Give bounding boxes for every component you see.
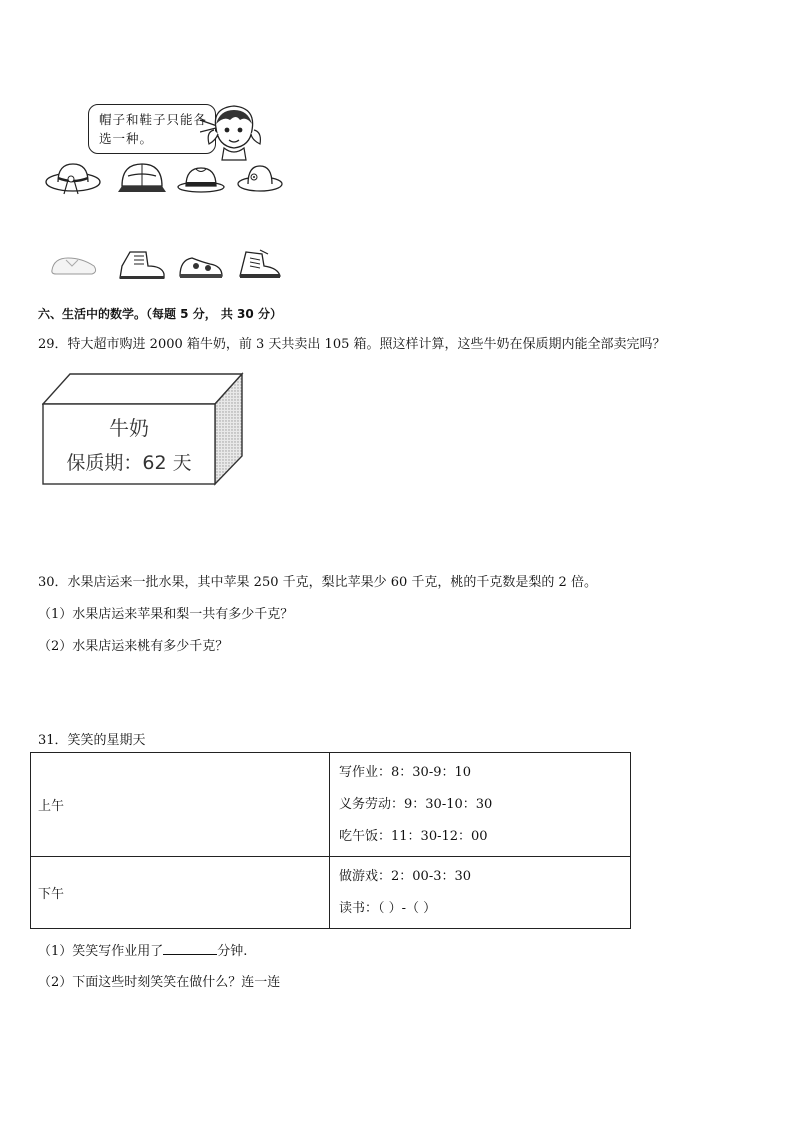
milk-box-label: 牛奶 bbox=[109, 416, 149, 440]
period-afternoon: 下午 bbox=[31, 857, 330, 929]
table-row bbox=[31, 857, 631, 929]
question-30-sub1: （1）水果店运来苹果和梨一共有多少千克？ bbox=[38, 607, 294, 622]
afternoon-activities bbox=[330, 857, 631, 929]
question-29: 29．特大超市购进 2000 箱牛奶，前 3 天共卖出 105 箱。照这样计算，这些牛奶在保质期内能全部卖完吗？ bbox=[38, 337, 666, 352]
section-title: 六、生活中的数学。（每题 5 分， 共 30 分） bbox=[38, 307, 282, 321]
schedule-table bbox=[30, 752, 631, 929]
flower-hat-icon bbox=[236, 160, 284, 198]
question-31-title: 31．笑笑的星期天 bbox=[38, 733, 146, 748]
fedora-icon bbox=[176, 160, 226, 198]
period-morning: 上午 bbox=[31, 753, 330, 857]
high-top-sneaker-icon bbox=[236, 248, 284, 282]
sun-hat-icon bbox=[44, 160, 102, 198]
activity-item: 写作业：8：30-9：10 bbox=[339, 764, 472, 780]
shelf-life-label: 保质期：62 天 bbox=[66, 452, 192, 474]
sneaker-icon bbox=[176, 248, 226, 282]
table-row bbox=[31, 753, 631, 857]
activity-item: 义务劳动：9：30-10：30 bbox=[339, 796, 493, 812]
activity-item: 读书：（ ）-（ ） bbox=[339, 900, 437, 916]
speech-bubble-text: 帽子和鞋子只能各选一种。 bbox=[99, 112, 208, 146]
cap-icon bbox=[116, 160, 168, 198]
morning-activities bbox=[330, 753, 631, 857]
activity-item: 做游戏：2：00-3：30 bbox=[339, 868, 472, 884]
girl-icon bbox=[206, 100, 264, 162]
question-31-sub2: （2）下面这些时刻笑笑在做什么？连一连 bbox=[38, 975, 281, 990]
question-31-sub1-prefix: （1）笑笑写作业用了 bbox=[38, 944, 164, 959]
question-31-sub1-suffix: 分钟. bbox=[217, 944, 248, 959]
question-30-sub2: （2）水果店运来桃有多少千克？ bbox=[38, 639, 229, 654]
slipper-icon bbox=[48, 248, 100, 280]
question-30: 30．水果店运来一批水果，其中苹果 250 千克，梨比苹果少 60 千克，桃的千克数是梨的 2 倍。 bbox=[38, 575, 597, 590]
boot-icon bbox=[116, 248, 166, 282]
question-31-sub1 bbox=[38, 940, 247, 959]
activity-item: 吃午饭：11：30-12：00 bbox=[339, 828, 488, 844]
answer-blank[interactable] bbox=[163, 942, 217, 955]
